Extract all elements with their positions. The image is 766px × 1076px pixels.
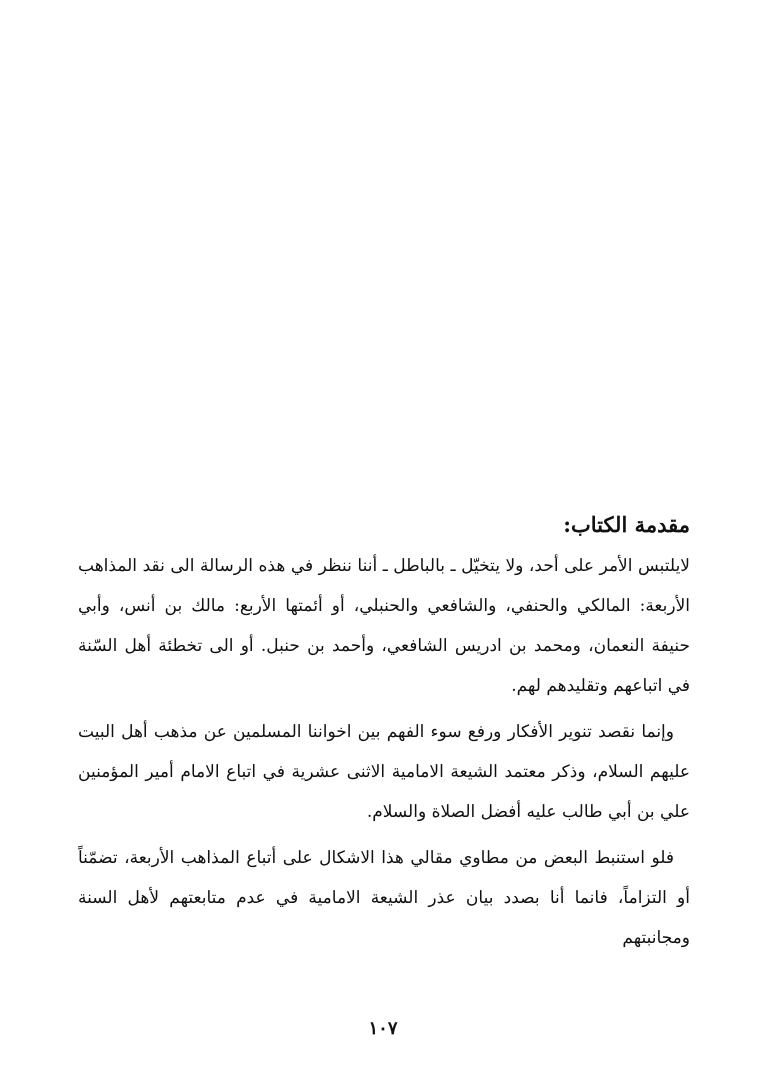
paragraph-intro: لايلتبس الأمر على أحد، ولا يتخيّل ـ بالباطل ـ أننا ننظر في هذه الرسالة الى نقد المذاهب الأربعة: المالكي والحنفي، والشافعي والحنبلي، أو أئمتها الأربع: مالك بن أنس، وأبي حنيفة النعمان، ومحمد بن ادريس الشافعي، وأحمد بن حنبل. أو الى تخطئة أهل السّنة في اتباعهم وتقليدهم لهم. (78, 556, 690, 696)
paragraph-purpose: وإنما نقصد تنوير الأفكار ورفع سوء الفهم بين اخواننا المسلمين عن مذهب أهل البيت عليهم السلام، وذكر معتمد الشيعة الامامية الاثنى عشرية في اتباع الامام أمير المؤمنين علي بن أبي طالب عليه أفضل الصلاة والسلام. (78, 722, 690, 822)
page-number: ١٠٧ (368, 1018, 398, 1039)
paragraph-clarification: فلو استنبط البعض من مطاوي مقالي هذا الاشكال على أتباع المذاهب الأربعة، تضمّناً أو التزاماً، فانما أنا بصدد بيان عذر الشيعة الامامية في عدم متابعتهم لأهل السنة ومجانبتهم (78, 848, 690, 948)
section-title: مقدمة الكتاب: (563, 512, 690, 537)
page-content (78, 508, 690, 964)
